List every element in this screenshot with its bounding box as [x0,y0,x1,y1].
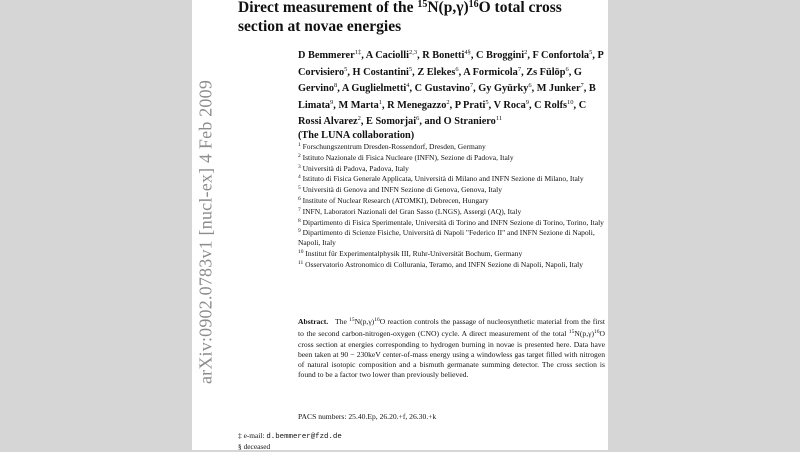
footnotes [238,431,598,452]
footnote-deceased: § deceased [238,442,271,451]
author: B Limata$^9$ [298,83,596,111]
author: C Rossi Alvarez$^2$ [298,99,587,127]
author: O Straniero$^{11}$ [443,115,503,127]
affiliation-list [298,141,604,270]
author: D Bemmerer$^{1\ddagger}$ [298,49,362,61]
author: C Broggini$^2$ [475,49,528,61]
author: Z Elekes$^6$ [417,65,459,78]
affiliation: $^1$ Forschungszentrum Dresden-Rossendorf, Dresden, Germany [298,142,486,151]
paper-title: Direct measurement of the $^{15}N(p,\gamma)^{16}O$ total cross section at novae energies [238,0,562,35]
affiliation: $^9$ Dipartimento di Scienze Fisiche, Università di Napoli "Federico II" and INFN Sezione di Napoli, Napoli, Italy [298,228,595,248]
author: P Prati$^5$ [454,98,489,111]
author: A Formicola$^7$ [463,65,522,78]
author: R Bonetti$^{4\S}$ [422,49,471,61]
affiliation: $^5$ Università di Genova and INFN Sezione di Genova, Genova, Italy [298,185,502,195]
author: M Marta$^1$ [338,98,383,111]
author-list: D Bemmerer$^{1\ddagger}$, A Caciolli$^{2,3}$, R Bonetti$^{4\S}$, C Broggini$^2$, F Confortola$^5$, P Corvisiero$^5$, H Costantini$^5$, Z Elekes$^6$, A Formicola$^7$, Zs Fülöp$^6$, G Gervino$^8$, A Guglielmetti$^4$, C Gustavino$^7$, Gy Gyürky$^6$, M Junker$^7$, B Limata$^9$, M Marta$^1$, R Menegazzo$^2$, P Prati$^5$, V Roca$^9$, C Rolfs$^{10}$, C Rossi Alvarez$^2$, E Somorjai$^6$, and O Straniero$^{11}$ (The LUNA collaboration) [298,49,604,141]
author: A Guglielmetti$^4$ [341,82,410,94]
author: C Gustavino$^7$ [414,82,474,94]
abstract: Abstract. The $^{15}N(p,\gamma)^{16}O$ reaction controls the passage of nucleosynthetic material from the first to the second carbon-nitrogen-oxygen (CNO) cycle. A direct measurement of the total $^{15}N(p,\gamma)^{16}O$ cross section at energies corresponding to hydrogen burning in novae is presented here. Data have been taken at 90 − 230keV center-of-mass energy using a windowless gas target filled with nitrogen of natural isotopic composition and a bismuth germanate summing detector. The cross section is found to be a factor two lower than previously believed. [298,317,605,380]
author: C Rolfs$^{10}$ [534,98,574,111]
affiliation: $^{11}$ Osservatorio Astronomico di Collurania, Teramo, and INFN Sezione di Napoli, Napoli, Italy [298,259,583,269]
affiliation: $^8$ Dipartimento di Fisica Sperimentale, Università di Torino and INFN Sezione di Torino, Torino, Italy [298,217,604,227]
author: F Confortola$^5$ [532,49,593,61]
affiliation: $^4$ Istituto di Fisica Generale Applicata, Università di Milano and INFN Sezione di Milano, Italy [298,174,584,184]
author: A Caciolli$^{2,3}$ [365,49,418,61]
author: Zs Fülöp$^6$ [526,65,569,78]
email-link[interactable]: d.bemmerer@fzd.de [266,433,342,441]
author: G Gervino$^8$ [298,66,582,94]
pacs-numbers: PACS numbers: 25.40.Ep, 26.20.+f, 26.30.+k [298,412,437,421]
author: R Menegazzo$^2$ [387,98,450,111]
abstract-label: Abstract. [298,317,329,326]
author: E Somorjai$^6$ [366,115,420,127]
author: H Costantini$^5$ [352,65,413,78]
collaboration: (The LUNA collaboration) [298,129,415,141]
author: Gy Gyürky$^6$ [478,82,532,94]
footnote-email: ‡ e-mail: d.bemmerer@fzd.de [238,431,342,441]
author: P Corvisiero$^5$ [298,50,604,78]
affiliation: $^3$ Università di Padova, Padova, Italy [298,163,409,173]
affiliation: $^{10}$ Institut für Experimentalphysik III, Ruhr-Universität Bochum, Germany [298,248,523,258]
author: M Junker$^7$ [536,82,584,94]
affiliation: $^6$ Institute of Nuclear Research (ATOMKI), Debrecen, Hungary [298,195,489,205]
affiliation: $^7$ INFN, Laboratori Nazionali del Gran Sasso (LNGS), Assergi (AQ), Italy [298,206,522,216]
affiliation: $^2$ Istituto Nazionale di Fisica Nucleare (INFN), Sezione di Padova, Italy [298,152,514,162]
author: V Roca$^9$ [493,98,529,111]
arxiv-stamp: arXiv:0902.0783v1 [nucl-ex] 4 Feb 2009 [195,79,216,385]
